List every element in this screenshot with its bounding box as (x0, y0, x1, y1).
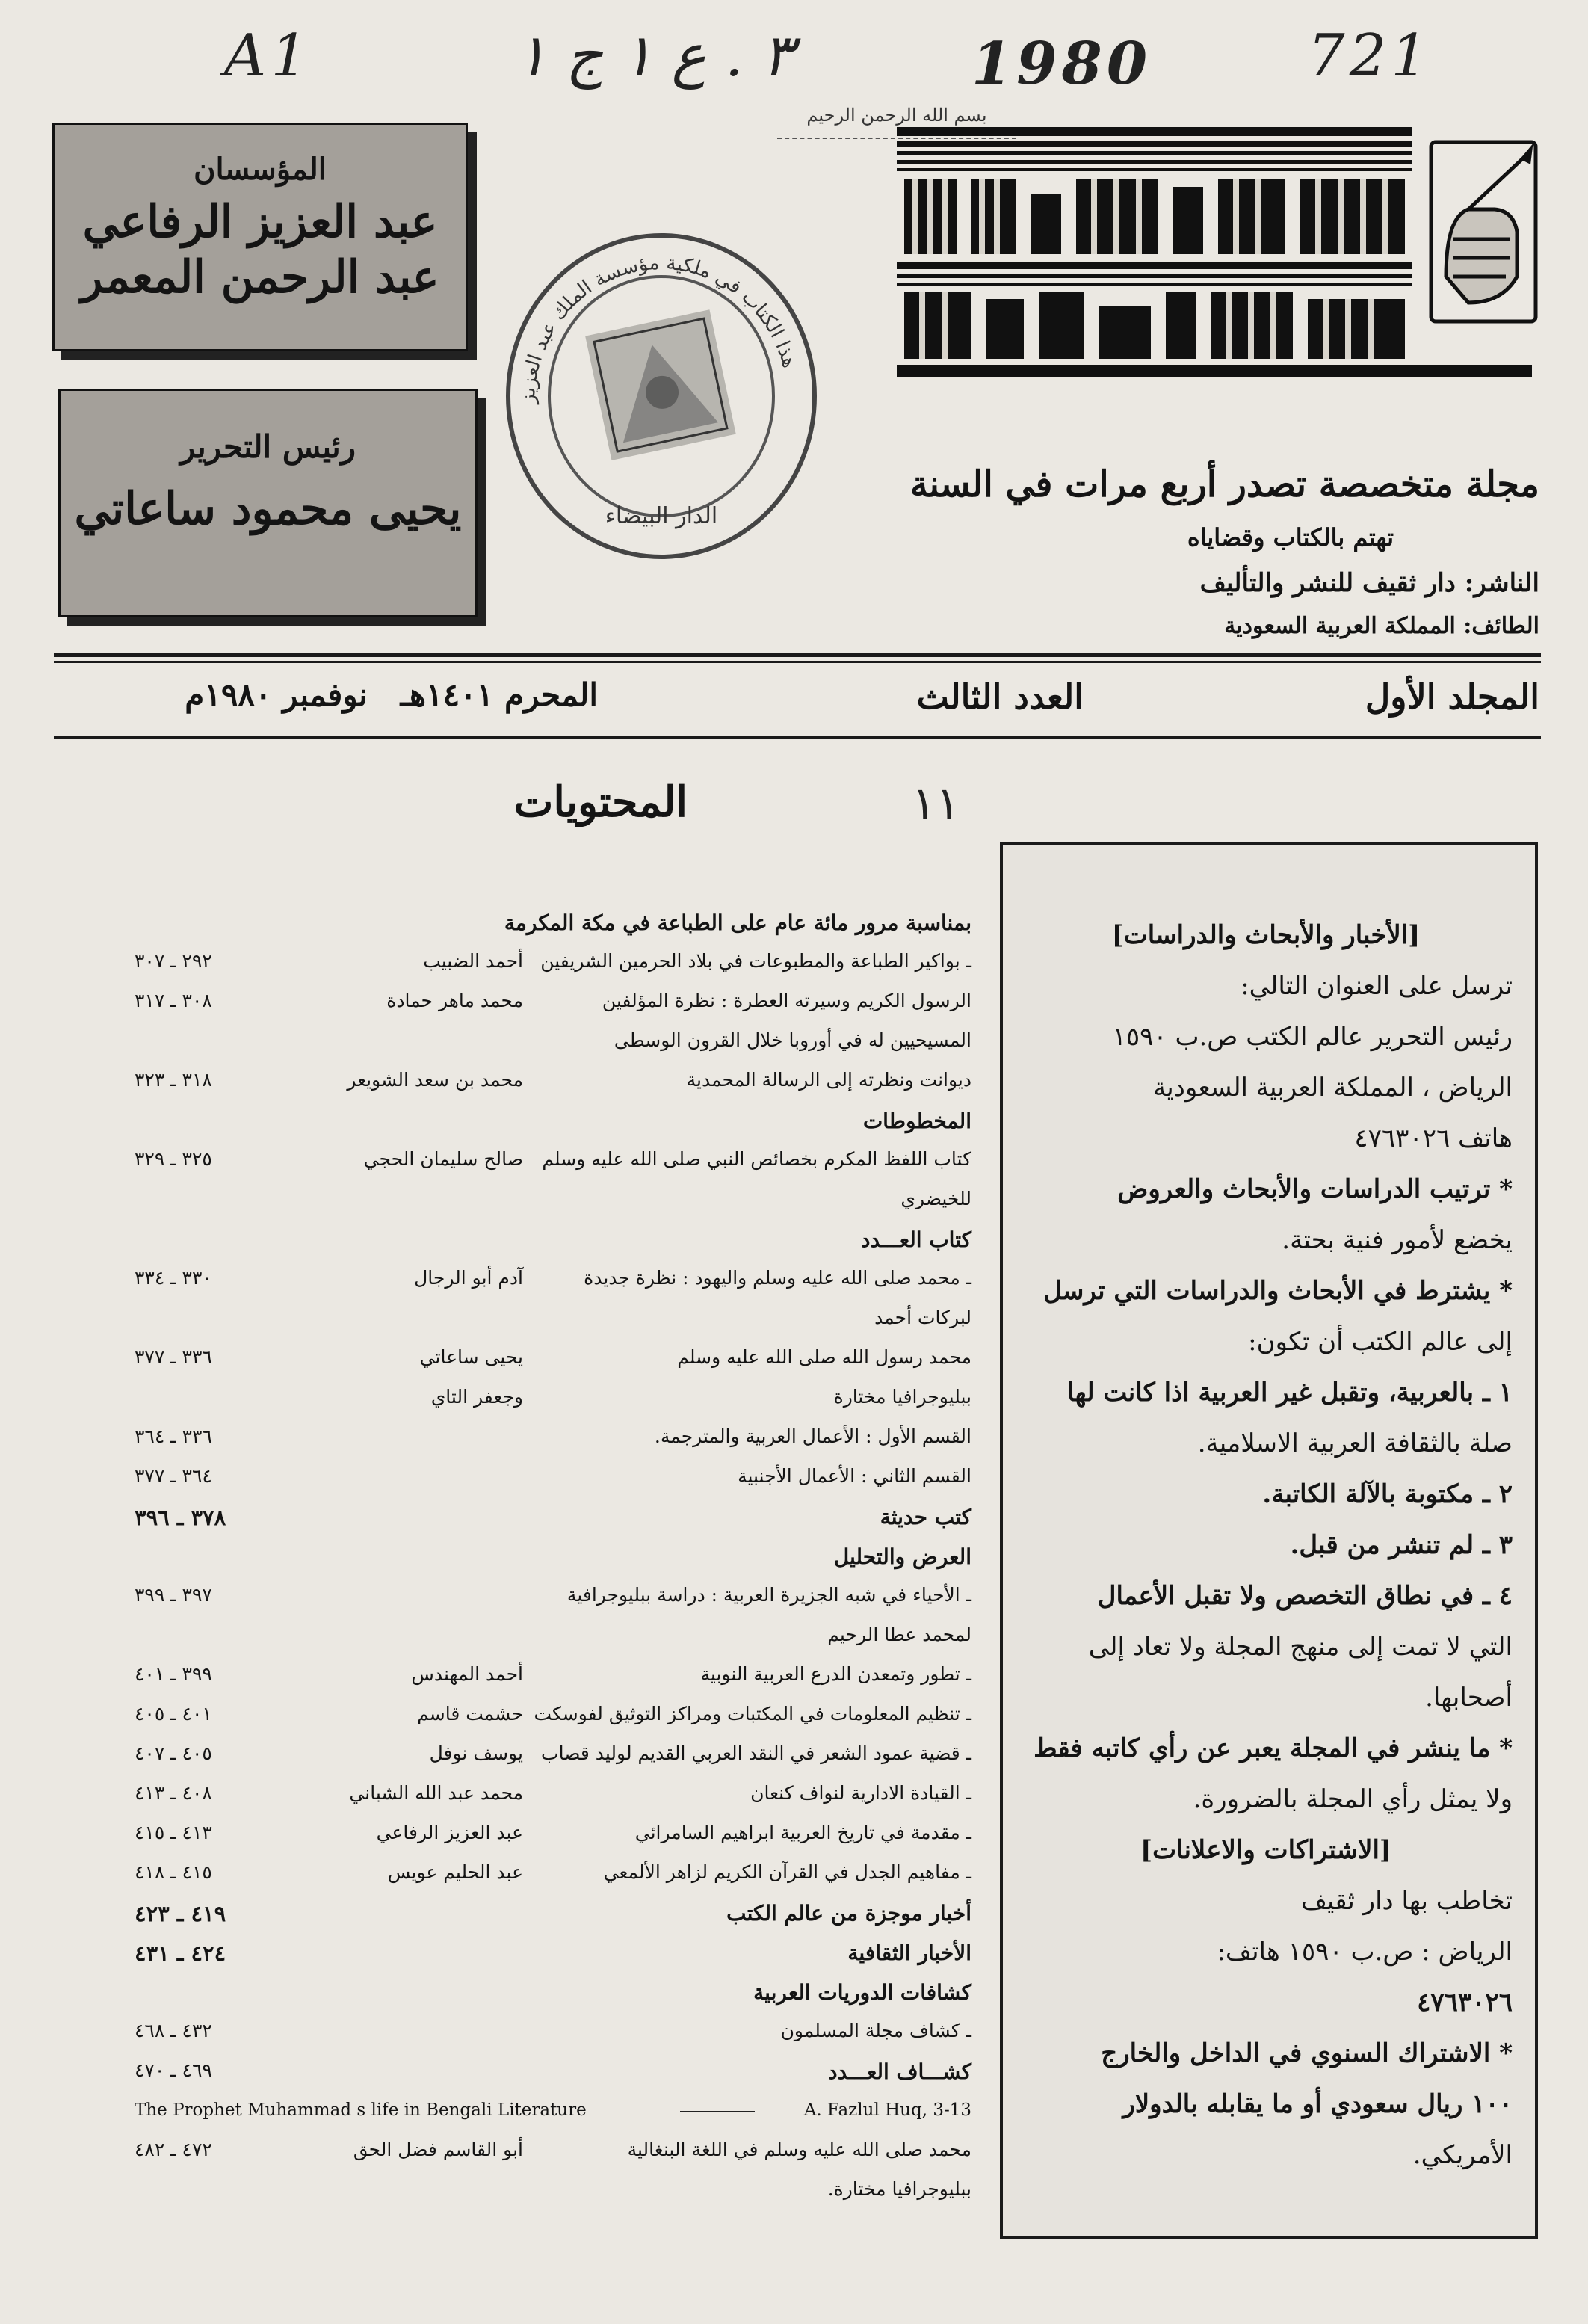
toc-entry-pages: ٤٧٢ ـ ٤٨٢ (135, 2139, 212, 2160)
toc-entry-pages: ٤٢٤ ـ ٤٣١ (135, 1941, 226, 1966)
toc-entry-author: يحيى ساعاتي (419, 1346, 523, 1368)
toc-entry-pages: ٣٢٥ ـ ٣٢٩ (135, 1148, 212, 1170)
toc-entry-title: المخطوطات (862, 1109, 971, 1133)
toc-title: المحتويات (513, 777, 688, 827)
toc-entry (135, 1340, 971, 1380)
toc-entry-title: القسم الأول : الأعمال العربية والمترجمة. (654, 1425, 971, 1447)
library-stamp (493, 209, 829, 568)
toc-entry-title: الرسول الكريم وسيرته العطرة : نظرة المؤلفين (602, 990, 971, 1011)
info-line: ترسل على العنوان التالي: (1241, 971, 1513, 1001)
toc-entry (135, 1578, 971, 1618)
toc-entry (135, 1301, 971, 1340)
toc-entry-title: كشافات الدوريات العربية (753, 1980, 971, 2005)
stamp-bottom-text: الدار البيضاء (605, 503, 718, 529)
masthead-publisher: الناشر: دار ثقيف للنشر والتأليف (1199, 568, 1539, 598)
toc-entry-title: للخيضري (900, 1188, 971, 1209)
toc-entry-pages: ٣٠٨ ـ ٣١٧ (135, 990, 212, 1011)
toc-entry-author: عبد الحليم عويس (387, 1861, 523, 1883)
handwritten-number: 721 (1308, 22, 1433, 90)
info-line: الرياض : ص.ب ١٥٩٠ هاتف: (1217, 1937, 1513, 1967)
info-line: [الأخبار والأبحاث والدراسات] (1111, 920, 1421, 950)
info-line: الأمريكي. (1412, 2140, 1513, 2170)
toc-entry-pages: ٣٣٦ ـ ٣٦٤ (135, 1425, 212, 1447)
toc-entry (135, 2133, 971, 2172)
toc-entry-author: عبد العزيز الرفاعي (376, 1822, 523, 1843)
header-rule-top (54, 653, 1541, 657)
table-of-contents (135, 904, 971, 2212)
toc-entry-pages: ٤١٩ ـ ٤٢٣ (135, 1901, 226, 1926)
info-line: ١ ـ بالعربية، وتقبل غير العربية اذا كانت لها (1067, 1378, 1513, 1408)
toc-entry-pages: ٣١٨ ـ ٣٢٣ (135, 1069, 212, 1091)
info-line: هاتف ٤٧٦٣٠٢٦ (1354, 1124, 1513, 1153)
info-line: إلى عالم الكتب أن تكون: (1248, 1327, 1513, 1357)
editor-name: يحيى محمود ساعاتي (74, 483, 462, 535)
toc-entry-author: صالح سليمان الحجي (363, 1148, 523, 1170)
info-line: ٢ ـ مكتوبة بالآلة الكاتبة. (1262, 1479, 1513, 1509)
toc-entry-pages: ٤٠١ ـ ٤٠٥ (135, 1703, 212, 1724)
toc-handwritten-mark: ١١ (912, 777, 960, 830)
toc-entry-pages: ٣٣٦ ـ ٣٧٧ (135, 1346, 212, 1368)
toc-entry-pages: ٤١٥ ـ ٤١٨ (135, 1861, 212, 1883)
founder-name-2: عبد الرحمن المعمر (81, 251, 439, 303)
issue-number: العدد الثالث (916, 676, 1084, 717)
toc-entry (135, 1499, 971, 1538)
toc-entry (135, 1459, 971, 1499)
toc-entry (135, 1974, 971, 2014)
toc-entry-author: أبو القاسم فضل الحق (353, 2139, 523, 2160)
toc-entry (135, 904, 971, 944)
info-line: * ما ينشر في المجلة يعبر عن رأي كاتبه فقط (1034, 1733, 1513, 1763)
toc-entry-title: أخبار موجزة من عالم الكتب (726, 1901, 971, 1926)
toc-entry-title: ببليوجرافيا مختارة. (827, 2178, 971, 2200)
toc-entry (135, 1380, 971, 1420)
info-line: * يشترط في الأبحاث والدراسات التي ترسل (1043, 1276, 1513, 1306)
toc-entry-title: ـ كشاف مجلة المسلمون (780, 2020, 971, 2041)
toc-entry-title: العرض والتحليل (833, 1544, 971, 1569)
toc-entry-author: أحمد الضبيب (423, 950, 523, 972)
handwritten-ref-mid: ٣ . ع ١ ج ١ (516, 22, 794, 90)
toc-entry (135, 1261, 971, 1301)
toc-entry-author: آدم أبو الرجال (414, 1267, 523, 1289)
toc-entry-title: ببليوجرافيا مختارة (833, 1386, 971, 1408)
toc-entry-pages: ٤١٣ ـ ٤١٥ (135, 1822, 212, 1843)
submission-info-box (1000, 842, 1538, 2239)
header-rule-bottom (54, 736, 1541, 739)
issue-volume: المجلد الأول (1365, 676, 1539, 717)
toc-entry-pages: ٤٣٢ ـ ٤٦٨ (135, 2020, 212, 2041)
english-entry-title: The Prophet Muhammad s life in Bengali Literature (135, 2100, 587, 2120)
toc-entry (135, 2172, 971, 2212)
toc-entry (135, 1103, 971, 1142)
toc-entry-title: ـ تطور وتمعدن الدرع العربية النوبية (700, 1663, 971, 1685)
info-line: تخاطب بها دار ثقيف (1300, 1886, 1513, 1916)
masthead-tagline: تهتم بالكتاب وقضاياه (1187, 523, 1394, 552)
toc-entry (135, 1618, 971, 1657)
toc-entry-title: محمد صلى الله عليه وسلم في اللغة البنغالية (627, 2139, 971, 2160)
toc-entry-title: ديوانت ونظرته إلى الرسالة المحمدية (686, 1069, 971, 1091)
toc-entry (135, 2053, 971, 2093)
toc-entry (135, 1420, 971, 1459)
toc-entry (135, 984, 971, 1023)
toc-entry-pages: ٢٩٢ ـ ٣٠٧ (135, 950, 212, 972)
toc-entry-title: بمناسبة مرور مائة عام على الطباعة في مكة المكرمة (504, 910, 971, 935)
toc-entry-pages: ٤٠٨ ـ ٤١٣ (135, 1782, 212, 1804)
info-line: يخضع لأمور فنية بحتة. (1282, 1225, 1513, 1255)
stamp-text: هذا الكتاب في ملكية مؤسسة الملك عبد العزيز (516, 251, 801, 404)
toc-entry-title: ـ قضية عمود الشعر في النقد العربي القديم لوليد قصاب (541, 1742, 971, 1764)
toc-entry (135, 1816, 971, 1855)
toc-entry (135, 1697, 971, 1736)
founder-name-1: عبد العزيز الرفاعي (82, 196, 438, 248)
toc-entry-author: حشمت قاسم (417, 1703, 523, 1724)
info-line: ١٠٠ ريال سعودي أو ما يقابله بالدولار (1122, 2089, 1513, 2119)
toc-entry-author: وجعفر التاي (430, 1386, 523, 1408)
toc-entry (135, 1023, 971, 1063)
alam-al-kutub-logo-icon (897, 127, 1547, 426)
toc-entry-title: كتب حديثة (880, 1505, 971, 1529)
toc-entry (135, 944, 971, 984)
toc-english-entry (135, 2093, 971, 2133)
toc-entry (135, 1142, 971, 1182)
info-line: الرياض ، المملكة العربية السعودية (1153, 1073, 1513, 1103)
info-line: رئيس التحرير عالم الكتب ص.ب ١٥٩٠ (1112, 1022, 1513, 1052)
handwritten-ref-left: A1 (224, 22, 312, 90)
basmala: بسم الله الرحمن الرحيم (777, 105, 1016, 139)
founders-box (52, 123, 468, 351)
toc-entry-title: ـ مقدمة في تاريخ العربية ابراهيم السامرائي (634, 1822, 971, 1843)
toc-entry-title: محمد رسول الله صلى الله عليه وسلم (677, 1346, 971, 1368)
toc-entry-title: ـ محمد صلى الله عليه وسلم واليهود : نظرة جديدة (584, 1267, 971, 1289)
toc-entry (135, 2014, 971, 2053)
toc-entry-pages: ٣٣٠ ـ ٣٣٤ (135, 1267, 212, 1289)
info-line: صلة بالثقافة العربية الاسلامية. (1197, 1428, 1513, 1458)
info-line: * ترتيب الدراسات والأبحاث والعروض (1117, 1174, 1513, 1204)
toc-entry-pages: ٤٠٥ ـ ٤٠٧ (135, 1742, 212, 1764)
toc-entry-title: الأخبار الثقافية (847, 1941, 971, 1965)
toc-entry-title: ـ مفاهيم الجدل في القرآن الكريم لزاهر الألمعي (603, 1861, 971, 1883)
masthead-location: الطائف: المملكة العربية السعودية (1224, 613, 1539, 639)
info-line: ٣ ـ لم تنشر من قبل. (1290, 1530, 1513, 1560)
toc-entry-pages: ٣٦٤ ـ ٣٧٧ (135, 1465, 212, 1487)
toc-entry (135, 1657, 971, 1697)
toc-entry-author: محمد ماهر حمادة (386, 990, 523, 1011)
toc-entry (135, 1182, 971, 1221)
english-entry-author: A. Fazlul Huq, 3-13 (803, 2100, 971, 2120)
issue-date: المحرم ١٤٠١هـ نوفمبر ١٩٨٠م (185, 676, 598, 713)
toc-entry-title: كشـــاف العـــدد (828, 2059, 971, 2084)
toc-entry (135, 1895, 971, 1935)
toc-entry-title: ـ الأحياء في شبه الجزيرة العربية : دراسة ببليوجرافية (566, 1584, 971, 1606)
toc-entry (135, 1935, 971, 1974)
toc-entry-author: يوسف نوفل (429, 1742, 523, 1764)
toc-entry-pages: ٤٦٩ ـ ٤٧٠ (135, 2059, 212, 2081)
info-line: ٤ ـ في نطاق التخصص ولا تقبل الأعمال (1097, 1581, 1513, 1611)
toc-entry-title: كتاب العـــدد (860, 1227, 971, 1252)
info-line: التي لا تمت إلى منهج المجلة ولا تعاد إلى (1088, 1632, 1513, 1662)
editor-box (58, 389, 478, 617)
toc-entry-title: ـ بواكير الطباعة والمطبوعات في بلاد الحرمين الشريفين (540, 950, 971, 972)
header-rule-top-thin (54, 661, 1541, 663)
toc-entry-pages: ٣٩٧ ـ ٣٩٩ (135, 1584, 212, 1606)
toc-entry (135, 1855, 971, 1895)
toc-entry (135, 1063, 971, 1103)
toc-entry-title: القسم الثاني : الأعمال الأجنبية (738, 1465, 971, 1487)
toc-entry (135, 1736, 971, 1776)
toc-entry-title: لبركات أحمد (874, 1307, 971, 1328)
masthead-logo (897, 127, 1547, 426)
toc-entry-title: ـ تنظيم المعلومات في المكتبات ومراكز التوثيق لفوسكت (534, 1703, 971, 1724)
toc-entry-title: لمحمد عطا الرحيم (827, 1624, 971, 1645)
info-line: ولا يمثل رأي المجلة بالضرورة. (1193, 1784, 1513, 1814)
founders-heading: المؤسسان (194, 152, 327, 187)
toc-entry-title: المسيحيين له في أوروبا خلال القرون الوسطى (614, 1029, 971, 1051)
info-line: أصحابها. (1425, 1683, 1513, 1713)
toc-entry (135, 1776, 971, 1816)
stamp-seal-icon (493, 209, 829, 568)
toc-entry-author: محمد عبد الله الشباني (349, 1782, 523, 1804)
toc-entry-title: كتاب اللفظ المكرم بخصائص النبي صلى الله عليه وسلم (542, 1148, 971, 1170)
toc-entry-title: ـ القيادة الادارية لنواف كنعان (750, 1782, 971, 1804)
english-entry-leader (680, 2111, 755, 2112)
toc-entry (135, 1538, 971, 1578)
toc-entry-pages: ٣٧٨ ـ ٣٩٦ (135, 1505, 226, 1530)
masthead-subtitle: مجلة متخصصة تصدر أربع مرات في السنة (909, 463, 1539, 505)
toc-entry-author: أحمد المهندس (411, 1663, 523, 1685)
toc-entry-author: محمد بن سعد الشويعر (347, 1069, 523, 1091)
toc-entry-pages: ٣٩٩ ـ ٤٠١ (135, 1663, 212, 1685)
info-line: * الاشتراك السنوي في الداخل والخارج (1101, 2038, 1513, 2068)
editor-heading: رئيس التحرير (179, 428, 356, 465)
info-line: [الاشتراكات والاعلانات] (1140, 1835, 1391, 1865)
info-line: ٤٧٦٣٠٢٦ (1417, 1988, 1513, 2018)
toc-entry (135, 1221, 971, 1261)
handwritten-year: 1980 (971, 30, 1152, 98)
